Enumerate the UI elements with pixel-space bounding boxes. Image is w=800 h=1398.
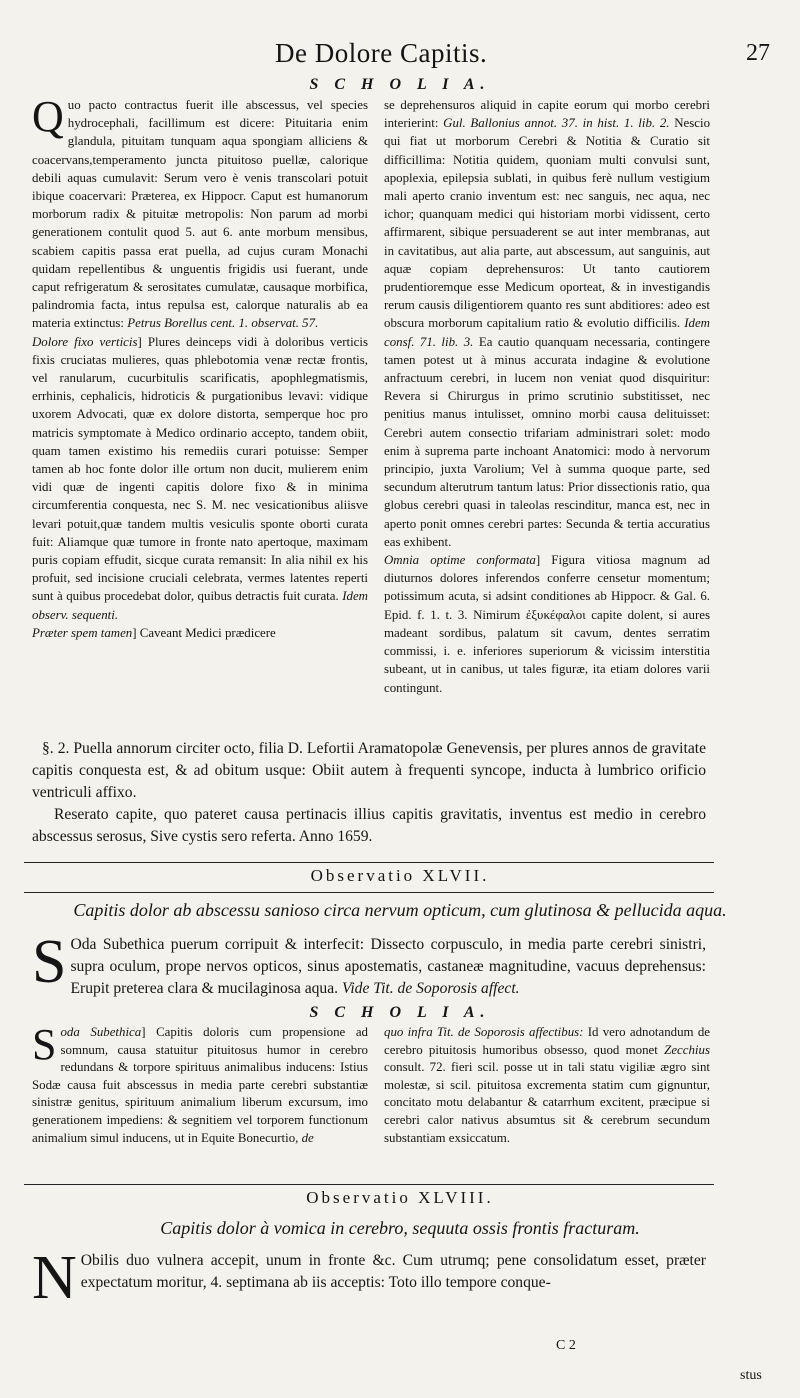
observation-47-text	[32, 928, 706, 1000]
dropcap: Q	[32, 92, 64, 141]
divider-rule	[24, 1184, 714, 1185]
section-2	[32, 738, 706, 848]
observation-paragraph	[32, 1244, 706, 1312]
page-header	[0, 38, 800, 78]
dropcap: S	[32, 1020, 57, 1069]
scholia-paragraph	[32, 1020, 368, 1147]
observation-title: Capitis dolor à vomica in cerebro, sequuta ossis frontis fracturam.	[160, 1218, 640, 1238]
citation: Petrus Borellus cent. 1. observat. 57.	[127, 316, 319, 331]
divider-rule	[24, 862, 714, 863]
citation: Vide Tit. de Soporosis affect.	[341, 980, 520, 997]
observation-paragraph	[32, 928, 706, 1000]
scholia-right-column	[384, 96, 710, 697]
paragraph-text: ] Caveant Medici prædicere	[132, 625, 276, 640]
lemma: Præter spem tamen	[32, 625, 133, 640]
paragraph-text: Ea cautio quanquam necessaria, contingere tamen potest ut à minus accurata indagine & evolutione anfractuum cerebri, in lucem non veniat quod disquiritur: Revera si Chirurgus in primo scrutinio substitisset, nec penitius manus intulisset, omnino morbi causa delituisset: Cerebri autem consectio trifariam administrari solet: modo enim à suprema parte inchoant Anatomici: modo à nervorum principio, juxta Varolium; Vel à summa quoque parte, sed secundum alterutrum tantum latus: Prior dissectionis ratio, qua globus cerebri quasi in taleolas rescinditur, manca est, nec in aperto ponit omnes cerebri partes: Secunda & tertia accuratius eas exhibent.	[384, 334, 710, 549]
section-paragraph: §. 2. Puella annorum circiter octo, filia D. Lefortii Aramatopolæ Genevensis, per plures annos de gravitate capitis conquesta est, & ad obitum usque: Obiit autem à frequenti syncope, inducta à lumbrico orificio ventriculi affixo.	[32, 740, 706, 801]
scholia-paragraph	[384, 1024, 710, 1147]
observation-title: Capitis dolor ab abscessu sanioso circa nervum opticum, cum glutinosa & pellucida aqua.	[73, 900, 727, 920]
citation: Idem consf. 71. lib. 3.	[384, 316, 710, 349]
scholia-paragraph	[384, 551, 710, 697]
paragraph-text: Obilis duo vulnera accepit, unum in fronte &c. Cum utrumq; pene consolidatum esset, præter expectatum moritur, 4. septimana ab iis acceptis: Toto illo tempore conque-	[80, 1252, 706, 1291]
lemma: Omnia optime conformata	[384, 553, 536, 568]
paragraph-text: ] Figura vitiosa magnum ad diuturnos dolores inferendos conferre censetur momentum; potissimum acuta, si adsint conditiones ab Hippocr. & Gal. 6. Epid. f. 1. t. 3. Nimirum ἐξυκέφαλοι capite dolent, si aures madeant sordibus, palatum sit cavum, dentes serratim commissi, i. e. inferiores superiorum & vicissim interstitia subeant, ut in canibus, ut tales figuræ, ita etiam dolores varii contingunt.	[384, 553, 710, 695]
section-paragraph: Reserato capite, quo pateret causa pertinacis illius capitis gravitatis, inventus est medio in cerebro abscessus serosus, Sive cystis sero referta. Anno 1659.	[32, 806, 706, 845]
lemma: de	[301, 1130, 314, 1145]
scholia-heading: S C H O L I A.	[309, 76, 491, 93]
scholia-paragraph	[32, 624, 368, 642]
citation: Gul. Ballonius annot. 37. in hist. 1. lib. 2.	[443, 116, 670, 131]
lemma: oda Subethica	[60, 1025, 142, 1039]
scholia-paragraph	[32, 333, 368, 624]
lemma: Dolore fixo verticis	[32, 334, 138, 349]
dropcap: S	[32, 928, 67, 996]
paragraph-text: consult. 72. fieri scil. posse ut in tali statu vigiliæ ægro sint molestæ, si scil. pituitosa excrementa statim cum gignuntur, concitato motu delabantur & catarrhum excitent, præcipue si cerebri calor nativus absumtus sit & cerebrum secundum substantiam exsiccatum.	[384, 1060, 710, 1145]
paragraph-text: se deprehensuros aliquid in capite eorum qui morbo cerebri interierint:	[384, 98, 710, 131]
divider-rule	[24, 892, 714, 893]
catchword: stus	[740, 1368, 762, 1383]
paragraph-text: Nescio qui fiat ut morborum Cerebri & Notitia & Curatio sit difficillima: Notitia quidem, quoniam multi convulsi sunt, apoplexia, epilepsia sublati, in quibus ferè nullum vestigium mali aperto cranio inventum est: nec sanguis, nec aqua, nec ichor; quanquam medici qui historiam morbi vidissent, certo affirmarent, sibique persuaderent se aut inter membranas, aut in cavitatibus, aut alia parte, aut abscessum, aut sanguinis, aut aquæ copiam deprehensuros: Ut tanto cautiorem prudentioremque esse Medicum oporteat, & in investigandis rerum causis diligentiorem quanto res sunt abditiores: adeo est obscura morborum capitalium ratio & evolutio difficilis.	[384, 116, 711, 331]
signature-mark: C 2	[556, 1338, 576, 1353]
scholia-paragraph	[32, 92, 368, 333]
observation-heading: Observatio XLVII.	[310, 866, 490, 885]
page-number: 27	[746, 40, 770, 66]
paragraph-text: uo pacto contractus fuerit ille abscessus, vel species hydrocephali, facillimum est dicere: Pituitaria enim glandula, pituitam tunquam aqua spongiam alliciens & coacervans,temperamento juncta pituitoso puellæ, calorique debili aquas cumulavit: Serum vero è venis transcolari potuit ibique coacervari: Præterea, ex Hippocr. Caput est humanorum morborum radix & pituitæ metropolis: Non parum ad morbi generationem contulit quod 5. aut 6. ante morbum mensibus, scabiem capitis passa erat puella, ad cujus curam Monachi quidam repellentibus & unguentis frigidis usi fuerant, unde caput refrigeratum & serositates cumulatæ, causaque morbifica, palindromia facta, intus repulsa est, calorque naturalis ab ea materia extinctus:	[32, 98, 368, 331]
observation-heading: Observatio XLVIII.	[306, 1188, 494, 1207]
scholia-right-column	[384, 1024, 710, 1147]
observation-48-text	[32, 1244, 706, 1312]
paragraph-text: Id vero adnotandum de cerebro pituitosis humoribus obsesso, quod monet	[384, 1025, 710, 1057]
lemma: quo infra Tit. de Soporosis affectibus:	[384, 1025, 584, 1039]
paragraph-text: Oda Subethica puerum corripuit & interfecit: Dissecto corpusculo, in media parte cerebri sinistri, supra oculum, prope nervos opticos, sinus apostematis, castaneæ magnitudine, vacuus deprehensus: Erupit preterea clara & mucilaginosa aqua.	[70, 936, 706, 997]
citation: Zecchius	[664, 1042, 710, 1057]
paragraph-text: ] Plures deinceps vidi à doloribus verticis fixis cruciatas mulieres, quas phlebotomia venæ rectæ frontis, vel ranularum, cucurbitulis scarificatis, apophlegmatismis, errhinis, cephalicis, hidroticis & purgationibus levavi: vidique uxorem Advocati, quæ ex dolore distorta, semperque hoc pro matricis symptomate à Medico ordinario accepto, tandem obiit, quam tamen existimo his remediis curari potuisse: Semper tamen ab hoc fonte dolor ille ortum non ducit, mulierem enim vidi quæ de ingenti capitis dolore fixo & in minima circumferentia conquesta, nec S. M. nec vesicationibus aliisve levari potuit,quæ tandem multis vesiculis sponte oborti curata fuit: Aliamque quæ tumore in fronte nato apertoque, maximam puris copiam effudit, sicque curata remansit: In alia nihil ex his profuit, sed incisione cruciali celebrata, vermes latentes reperti sunt à quibus procedebat dolor, quibus detractis fuit curata.	[32, 334, 368, 604]
paragraph-text: ] Capitis doloris cum propensione ad somnum, causa statuitur pituitosus humor in cerebro redundans & torpore spirituus animalibus inducens: Istius Sodæ causa fuit abscessus in media parte cerebri substantiæ sinistræ genitus, spirituum animalium liberum excursum, imo generationem impediens: & segnitiem vel torporem functionum animalium simul inducens, ut in Equite Bonecurtio,	[32, 1025, 368, 1145]
scholia-heading: S C H O L I A.	[309, 1004, 491, 1021]
dropcap: N	[32, 1244, 77, 1312]
scholia-paragraph	[384, 96, 710, 551]
citation: Idem observ. sequenti.	[32, 589, 368, 622]
scholia-left-column	[32, 1020, 368, 1147]
scholia-left-column	[32, 92, 368, 642]
running-title: De Dolore Capitis.	[275, 38, 488, 68]
